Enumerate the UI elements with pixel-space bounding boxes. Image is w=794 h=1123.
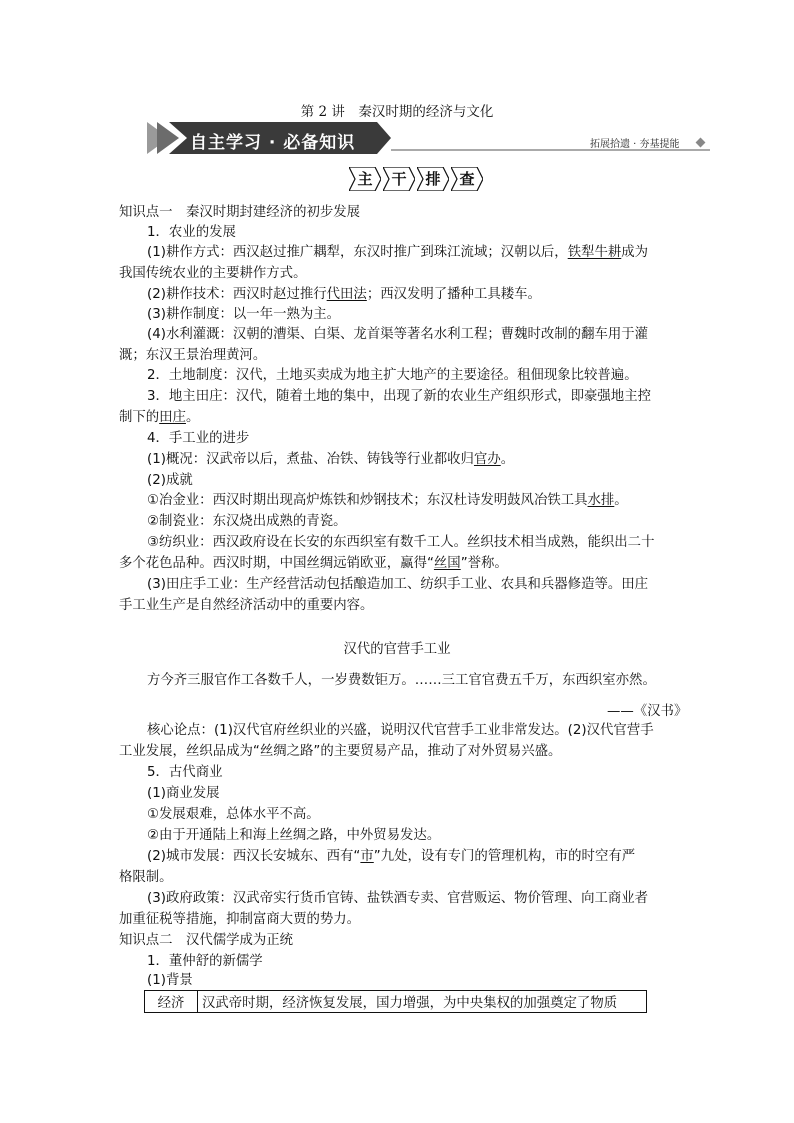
paragraph: ②制瓷业：东汉烧出成熟的青瓷。 [147, 514, 347, 529]
section-tag-char: 排 [425, 170, 441, 188]
excerpt-source: ——《汉书》 [607, 704, 688, 719]
kp2-sub-title: 1．董仲舒的新儒学 [147, 954, 263, 969]
section-tag-cell [417, 167, 449, 191]
lesson-title: 第 2 讲 秦汉时期的经济与文化 [300, 104, 494, 120]
paragraph: (1)耕作方式：西汉赵过推广耦犁，东汉时推广到珠江流域；汉朝以后，铁犁牛耕成为 [147, 245, 649, 260]
paragraph: 多个花色品种。西汉时期，中国丝绸远销欧亚，赢得“丝国”誉称。 [119, 556, 508, 571]
section-tag-char: 干 [391, 170, 407, 188]
section-tag-char: 主 [357, 170, 373, 188]
paragraph: (1)背景 [147, 973, 193, 988]
section-tag [349, 167, 485, 191]
commerce-title: 5．古代商业 [147, 765, 223, 780]
background-table [144, 990, 647, 1013]
key-term: 代田法 [326, 287, 367, 302]
table-cell-label: 经济 [145, 991, 198, 1013]
key-term: 水排 [587, 493, 615, 508]
key-term: 丝国 [433, 556, 461, 571]
section-tag-char: 查 [459, 170, 475, 188]
paragraph: (3)耕作制度：以一年一熟为主。 [147, 307, 341, 322]
paragraph: ③纺织业：西汉政府设在长安的东西织室有数千工人。丝织技术相当成熟，能织出二十 [147, 535, 655, 550]
paragraph: 3．地主田庄：汉代，随着土地的集中，出现了新的农业生产组织形式，即豪强地主控 [147, 389, 651, 404]
paragraph: 制下的田庄。 [119, 410, 200, 425]
table-row [145, 991, 647, 1013]
paragraph: (2)城市发展：西汉长安城东、西有“市”九处，设有专门的管理机构，市的时空有严 [147, 849, 636, 864]
section-tag-cell [451, 167, 483, 191]
key-term: 铁犁牛耕 [567, 245, 622, 260]
paragraph: (2)耕作技术：西汉时赵过推行代田法；西汉发明了播种工具耧车。 [147, 287, 541, 302]
paragraph: (1)概况：汉武帝以后，煮盐、冶铁、铸钱等行业都收归官办。 [147, 452, 515, 467]
paragraph: (2)成就 [147, 473, 193, 488]
excerpt-quote: 方今齐三服官作工各数千人，一岁费数钜万。……三工官官费五千万，东西织室亦然。 [147, 673, 656, 688]
paragraph: ①发展艰难，总体水平不高。 [147, 807, 320, 822]
craft-title: 4．手工业的进步 [147, 431, 250, 446]
paragraph: ②由于开通陆上和海上丝绸之路，中外贸易发达。 [147, 828, 441, 843]
paragraph: 手工业生产是自然经济活动中的重要内容。 [119, 598, 374, 613]
paragraph: (3)政府政策：汉武帝实行货币官铸、盐铁酒专卖、官营贩运、物价管理、向工商业者 [147, 891, 649, 906]
agri-title: 1．农业的发展 [147, 225, 236, 240]
key-term: 田庄 [159, 410, 186, 425]
kp2-heading: 知识点二 汉代儒学成为正统 [119, 933, 294, 948]
paragraph: 加重征税等措施，抑制富商大贾的势力。 [119, 912, 361, 927]
paragraph: (1)商业发展 [147, 786, 220, 801]
paragraph: ①冶金业：西汉时期出现高炉炼铁和炒钢技术；东汉杜诗发明鼓风冶铁工具水排。 [147, 493, 628, 508]
table-cell-content: 汉武帝时期，经济恢复发展，国力增强，为中央集权的加强奠定了物质 [198, 991, 647, 1013]
paragraph: 溉；东汉王景治理黄河。 [119, 348, 267, 363]
section-tag-cell [383, 167, 415, 191]
paragraph: 2．土地制度：汉代，土地买卖成为地主扩大地产的主要途径。租佃现象比较普遍。 [147, 368, 638, 383]
banner-label: 自主学习 · 必备知识 [190, 133, 356, 153]
excerpt-title: 汉代的官营手工业 [343, 642, 451, 657]
paragraph: (3)田庄手工业：生产经营活动包括酿造加工、纺织手工业、农具和兵器修造等。田庄 [147, 577, 649, 592]
section-tag-cell [349, 167, 381, 191]
paragraph: 我国传统农业的主要耕作方式。 [119, 266, 307, 281]
paragraph: 工业发展，丝织品成为“丝绸之路”的主要贸易产品，推动了对外贸易兴盛。 [119, 744, 562, 759]
banner-right-label: 拓展拾遗 · 夯基提能 [590, 139, 680, 150]
key-term: 市 [360, 849, 374, 864]
paragraph: 格限制。 [119, 870, 173, 885]
paragraph: (4)水利灌溉：汉朝的漕渠、白渠、龙首渠等著名水利工程；曹魏时改制的翻车用于灌 [147, 327, 649, 342]
kp1-heading: 知识点一 秦汉时期封建经济的初步发展 [119, 205, 361, 220]
paragraph: 核心论点：(1)汉代官府丝织业的兴盛，说明汉代官营手工业非常发达。(2)汉代官营手 [147, 723, 654, 738]
key-term: 官办 [473, 452, 501, 467]
